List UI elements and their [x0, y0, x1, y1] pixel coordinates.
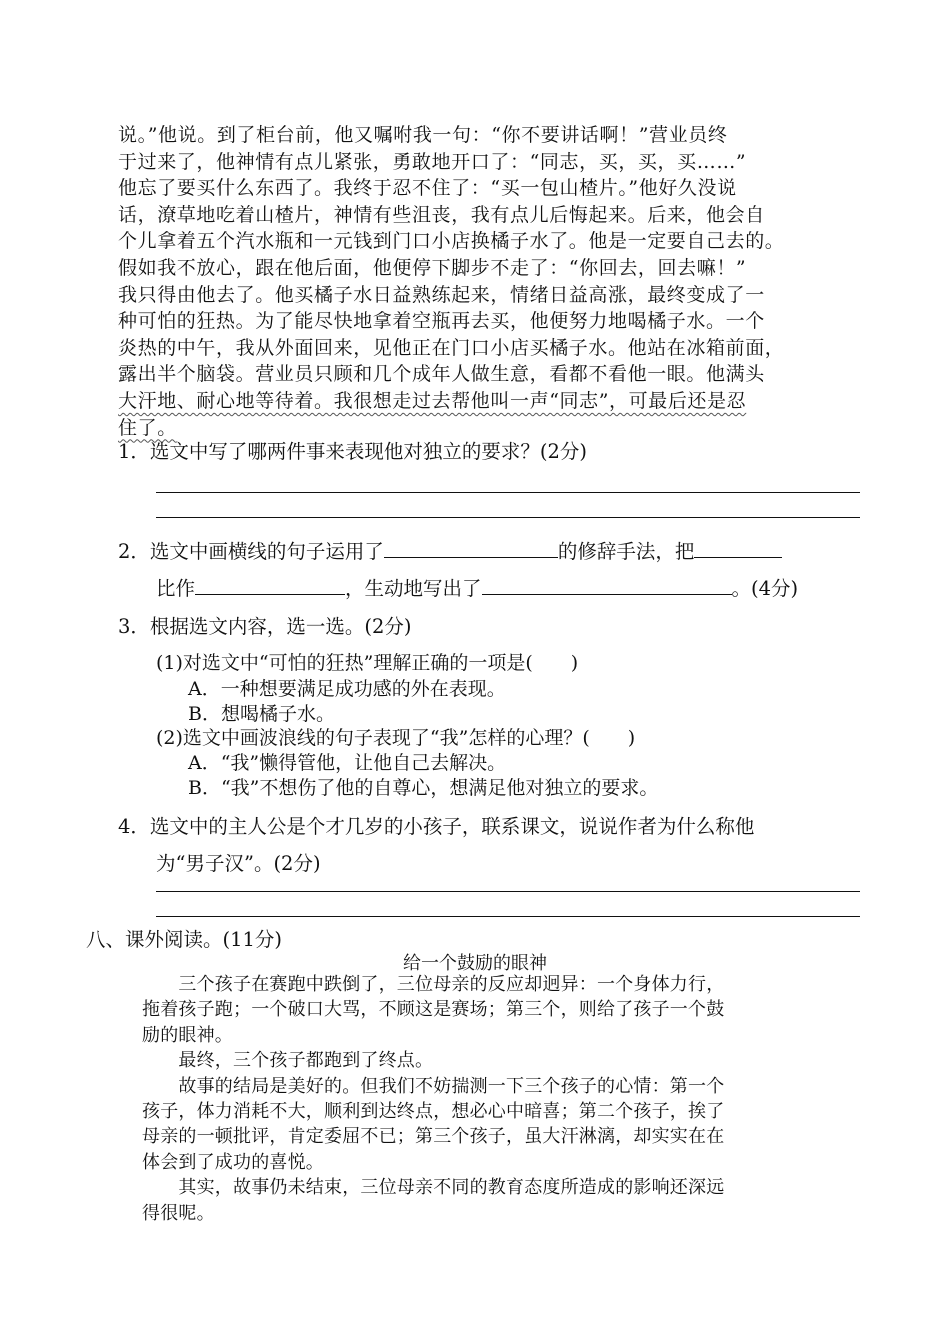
passage-line: 我只得由他去了。他买橘子水日益熟练起来，情绪日益高涨，最终变成了一 — [118, 283, 765, 306]
question-2-text: 2．选文中画横线的句子运用了 — [118, 540, 384, 563]
reading-passage — [118, 122, 878, 441]
wavy-underlined-sentence: 大汗地、耐心地等待着。我很想走过去帮他叫一声“同志”，可最后还是忍 — [118, 389, 747, 412]
question-3: 3．根据选文内容，选一选。(2分) — [118, 615, 412, 638]
story-line: 三个孩子在赛跑中跌倒了，三位母亲的反应却迥异：一个身体力行， — [142, 974, 725, 995]
question-1: 1．选文中写了哪两件事来表现他对独立的要求？(2分) — [118, 440, 588, 463]
passage-line: 于过来了，他神情有点儿紧张，勇敢地开口了：“同志，买，买，买……” — [118, 150, 747, 173]
story-line: 励的眼神。 — [142, 1024, 233, 1046]
question-4-line-1: 4．选文中的主人公是个才几岁的小孩子，联系课文，说说作者为什么称他 — [118, 815, 755, 838]
fill-blank-effect[interactable] — [482, 575, 732, 596]
answer-line[interactable] — [156, 492, 860, 493]
option-3-2-b[interactable]: B．“我”不想伤了他的自尊心，想满足他对独立的要求。 — [188, 777, 659, 799]
passage-line: 话，潦草地吃着山楂片，神情有些沮丧，我有点儿后悔起来。后来，他会自 — [118, 203, 765, 226]
story-line: 孩子，体力消耗不大，顺利到达终点，想必心中暗喜；第二个孩子，挨了 — [142, 1100, 725, 1122]
question-2-text: ，生动地写出了 — [345, 577, 482, 600]
passage-line: 种可怕的狂热。为了能尽快地拿着空瓶再去买，他便努力地喝橘子水。一个 — [118, 310, 765, 333]
fill-blank-rhetoric[interactable] — [384, 538, 558, 559]
story-line: 得很呢。 — [142, 1202, 215, 1224]
question-2-line-2 — [156, 573, 798, 601]
fill-blank-subject[interactable] — [694, 538, 782, 559]
story-text — [142, 972, 872, 1226]
option-3-1-a[interactable]: A．一种想要满足成功感的外在表现。 — [188, 678, 506, 700]
passage-line: 个儿拿着五个汽水瓶和一元钱到门口小店换橘子水了。他是一定要自己去的。 — [118, 230, 785, 253]
answer-line[interactable] — [156, 916, 860, 917]
option-3-2-a[interactable]: A．“我”懒得管他，让他自己去解决。 — [188, 752, 507, 774]
story-line: 体会到了成功的喜悦。 — [142, 1151, 324, 1173]
passage-line: 露出半个脑袋。营业员只顾和几个成年人做生意，看都不看他一眼。他满头 — [118, 363, 765, 386]
wavy-underlined-sentence: 住了。 — [118, 416, 177, 439]
story-line: 其实，故事仍未结束，三位母亲不同的教育态度所造成的影响还深远 — [142, 1177, 725, 1199]
question-3-1: (1)对选文中“可怕的狂热”理解正确的一项是( ) — [156, 652, 579, 674]
question-2-line-1 — [118, 536, 782, 564]
story-line: 故事的结局是美好的。但我们不妨揣测一下三个孩子的心情：第一个 — [142, 1075, 725, 1097]
question-3-2: (2)选文中画波浪线的句子表现了“我”怎样的心理？( ) — [156, 727, 636, 749]
answer-line[interactable] — [156, 891, 860, 892]
question-4-line-2: 为“男子汉”。(2分) — [156, 852, 321, 875]
passage-line: 他忘了要买什么东西了。我终于忍不住了：“买一包山楂片。”他好久没说 — [118, 177, 737, 200]
story-line: 最终，三个孩子都跑到了终点。 — [142, 1050, 434, 1072]
passage-line-wavy — [118, 388, 878, 415]
question-2-text: 比作 — [156, 577, 196, 600]
question-2-text: 的修辞手法，把 — [557, 540, 695, 563]
section-heading: 八、课外阅读。(11分) — [86, 928, 283, 951]
passage-line: 炎热的中午，我从外面回来，见他正在门口小店买橘子水。他站在冰箱前面， — [118, 336, 785, 359]
story-line: 拖着孩子跑；一个破口大骂，不顾这是赛场；第三个，则给了孩子一个鼓 — [142, 999, 725, 1021]
option-3-1-b[interactable]: B．想喝橘子水。 — [188, 703, 335, 725]
passage-line: 说。”他说。到了柜台前，他又嘱咐我一句：“你不要讲话啊！”营业员终 — [118, 124, 728, 146]
question-2-text: 。(4分) — [731, 577, 799, 600]
story-title: 给一个鼓励的眼神 — [403, 953, 547, 974]
fill-blank-object[interactable] — [195, 575, 345, 596]
story-line: 母亲的一顿批评，肯定委屈不已；第三个孩子，虽大汗淋漓，却实实在在 — [142, 1126, 725, 1148]
passage-line: 假如我不放心，跟在他后面，他便停下脚步不走了：“你回去，回去嘛！” — [118, 256, 747, 279]
answer-line[interactable] — [156, 517, 860, 518]
